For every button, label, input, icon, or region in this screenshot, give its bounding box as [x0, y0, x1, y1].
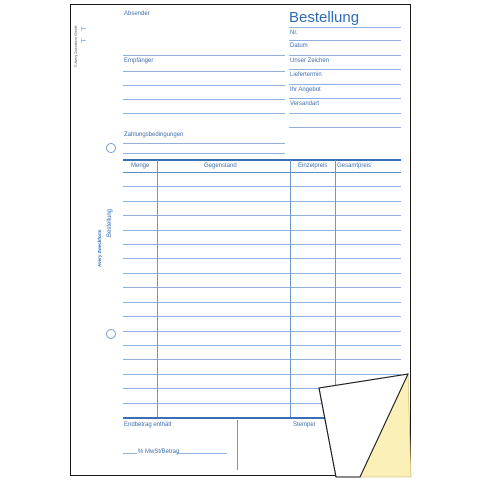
tiny-print: © Avery Zweckform GmbH	[74, 25, 78, 67]
field-liefertermin: Liefertermin	[290, 72, 322, 78]
absender-label: Absender	[124, 11, 150, 17]
mwst-label: % MwSt/Betrag	[138, 449, 180, 455]
col-header-gesamtpreis: Gesamtpreis	[337, 163, 372, 169]
zahlungsbedingungen-label: Zahlungsbedingungen	[124, 132, 184, 138]
col-header-menge: Menge	[131, 163, 150, 169]
endbetrag-label: Endbetrag enthält	[124, 422, 172, 428]
stempel-label: Stempel	[293, 422, 316, 428]
col-header-gegenstand: Gegenstand	[204, 163, 237, 169]
empfaenger-label: Empfänger	[124, 58, 154, 64]
side-title: Bestellung	[107, 208, 113, 237]
form-title: Bestellung	[289, 9, 360, 26]
fold-arrow-icon: ⊢	[81, 39, 87, 45]
field-nr: Nr.	[290, 30, 298, 36]
fold-arrow-icon: ⊢	[81, 27, 87, 33]
field-unser-zeichen: Unser Zeichen	[290, 58, 330, 64]
field-datum: Datum	[290, 43, 308, 49]
field-versandart: Versandart	[290, 101, 320, 107]
field-ihr-angebot: Ihr Angebot	[290, 87, 321, 93]
brand-logo: Avery Zweckform	[97, 229, 102, 267]
col-header-einzelpreis: Einzelpreis	[298, 163, 328, 169]
